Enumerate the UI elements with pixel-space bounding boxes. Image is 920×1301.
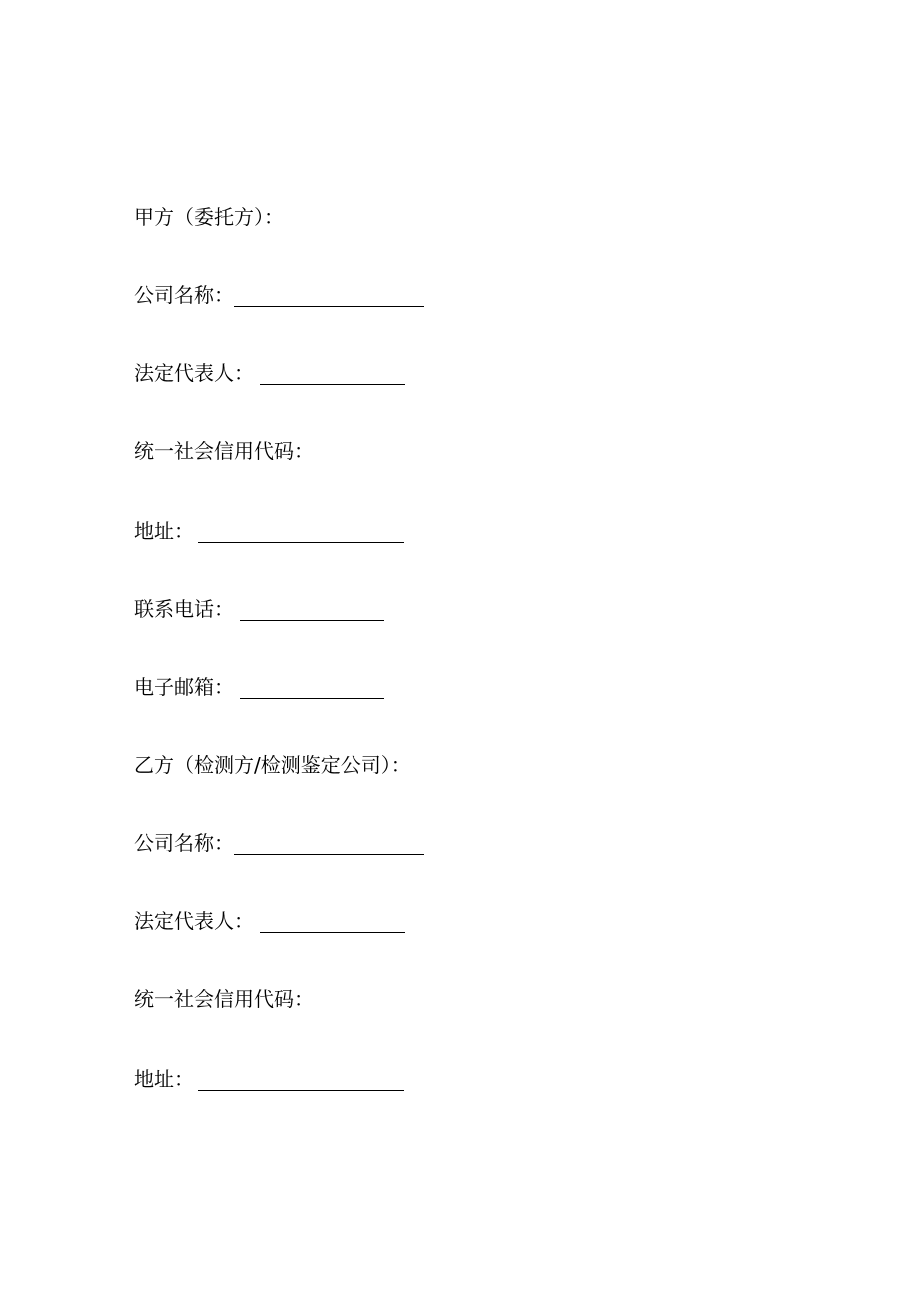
party-a-phone-line <box>134 594 384 624</box>
party-a-phone-label: 联系电话： <box>134 597 234 621</box>
party-b-legal-rep-line <box>134 906 405 936</box>
party-a-address-label: 地址： <box>134 519 194 543</box>
party-b-address-label: 地址： <box>134 1067 194 1091</box>
party-a-company-name-blank <box>234 284 424 307</box>
party-a-phone-blank <box>240 598 384 621</box>
party-b-legal-rep-blank <box>260 910 405 933</box>
party-a-email-label: 电子邮箱： <box>134 675 234 699</box>
party-a-legal-rep-line <box>134 358 405 388</box>
party-b-legal-rep-label: 法定代表人： <box>134 909 254 933</box>
party-a-address-blank <box>198 520 404 543</box>
party-a-company-name-line <box>134 280 424 310</box>
party-b-address-line <box>134 1064 404 1094</box>
party-b-company-name-blank <box>234 832 424 855</box>
party-b-company-name-line <box>134 828 424 858</box>
party-a-heading: 甲方（委托方）： <box>134 205 284 229</box>
party-b-heading-line <box>134 750 411 780</box>
party-b-heading: 乙方（检测方/检测鉴定公司）： <box>134 753 411 777</box>
party-a-legal-rep-label: 法定代表人： <box>134 361 254 385</box>
party-a-credit-code-label: 统一社会信用代码： <box>134 439 314 463</box>
party-a-address-line <box>134 516 404 546</box>
party-b-credit-code-label: 统一社会信用代码： <box>134 987 314 1011</box>
party-a-legal-rep-blank <box>260 362 405 385</box>
party-a-credit-code-line <box>134 436 314 466</box>
party-b-credit-code-line <box>134 984 314 1014</box>
party-a-email-line <box>134 672 384 702</box>
party-b-address-blank <box>198 1068 404 1091</box>
party-a-heading-line <box>134 202 284 232</box>
party-a-email-blank <box>240 676 384 699</box>
party-b-company-name-label: 公司名称： <box>134 831 234 855</box>
party-a-company-name-label: 公司名称： <box>134 283 234 307</box>
